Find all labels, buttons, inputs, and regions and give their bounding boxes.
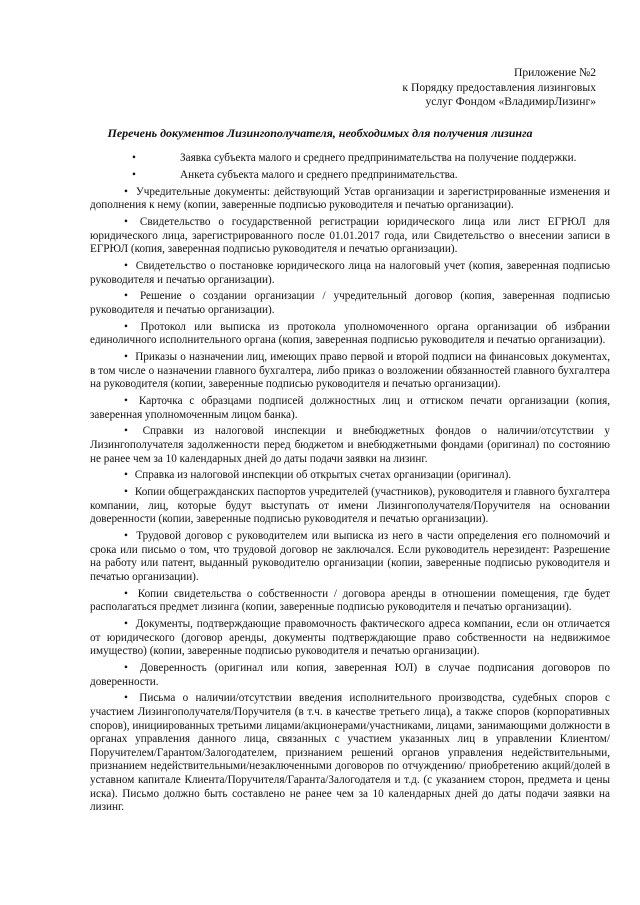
bullet-icon: • [132, 168, 136, 181]
list-item: • Учредительные документы: действующий Устав организации и зарегистрированные изменения и дополнения к нему (копии, заверенные подписью руководителя и печатью организации). [90, 185, 610, 212]
bullet-icon: • [124, 320, 128, 333]
bullet-icon: • [124, 425, 128, 438]
documents-list [90, 152, 610, 818]
bullet-icon: • [124, 530, 128, 543]
bullet-icon: • [124, 290, 128, 303]
bullet-icon: • [124, 395, 128, 407]
list-item: • Доверенность (оригинал или копия, заверенная ЮЛ) в случае подписания договоров по доверенности. [90, 662, 610, 688]
list-item: • Копии общегражданских паспортов учредителей (участников), руководителя и главного бухгалтера компании, лиц, которые будут выступать от имени Лизингополучателя/Поручителя на основании доверенности (копии, заверенные подписью руководителя и печатью организации). [90, 486, 611, 526]
bullet-icon: • [124, 351, 128, 364]
bullet-icon: • [124, 662, 128, 674]
bullet-icon: • [124, 618, 128, 631]
list-item: • Трудовой договор с руководителем или выписка из него в части определения его полномочий и срока или письмо о том, что трудовой договор не заключался. Если руководитель нерезидент: Разрешение на работу или патент, выданный руководителю организации (копии, заверенные подписью руководителя и печатью организации). [90, 530, 610, 583]
appendix-reference: к Порядку предоставления лизинговых [402, 80, 596, 94]
bullet-icon: • [124, 486, 128, 499]
list-item: • Протокол или выписка из протокола уполномоченного органа организации об избрании единоличного исполнительного органа (копия, заверенная подписью руководителя и печатью организации). [90, 320, 611, 347]
list-item: • Письма о наличии/отсутствии введения исполнительного производства, судебных споров с участием Лизингополучателя/Поручителя (в т.ч. в качестве третьего лица), а также споров (корпоративных споров), инициированных третьими лицами/акционерами/участниками, лицами, занимающими должности в органах управления данного лица, связанных с участием указанных лиц в управлении Клиентом/Поручителем/Гарантом/Залогодателем, признанием решений органов управления недействительными, признанием недействительными/незаключенными договоров по отчуждению/ приобретению акций/долей в уставном капитале Клиента/Поручителя/Гаранта/Залогодателя и т.д. (с указанием сторон, предмета и цены иска). Письмо должно быть составлено не ранее чем за 10 календарных дней до даты подачи заявки на лизинг. [90, 692, 610, 814]
list-item: • Карточка с образцами подписей должностных лиц и оттиском печати организации (копия, заверенная уполномоченным лицом банка). [90, 395, 611, 421]
list-item: • Заявка субъекта малого и среднего предпринимательства на получение поддержки. [132, 152, 577, 164]
list-item: • Решение о создании организации / учредительный договор (копия, заверенная подписью руководителя и печатью организации). [90, 290, 610, 316]
appendix-header [402, 66, 596, 110]
bullet-icon: • [124, 469, 128, 482]
bullet-icon: • [124, 215, 128, 228]
list-item: • Анкета субъекта малого и среднего предпринимательства. [132, 168, 458, 181]
list-item: • Справка из налоговой инспекции об открытых счетах организации (оригинал). [124, 469, 512, 482]
list-item: • Документы, подтверждающие правомочность фактического адреса компании, если он отличается от юридического (договор аренды, документы подтверждающие право собственности на недвижимое имущество) (копии, заверенные подписью руководителя и печатью организации). [90, 618, 611, 658]
bullet-icon: • [124, 185, 128, 198]
list-item: • Свидетельство о постановке юридического лица на налоговый учет (копия, заверенная подписью руководителя и печатью организации). [90, 259, 610, 286]
appendix-number: Приложение №2 [514, 66, 596, 79]
document-title: Перечень документов Лизингополучателя, необходимых для получения лизинга [107, 126, 533, 140]
bullet-icon: • [124, 587, 128, 600]
list-item: • Приказы о назначении лиц, имеющих право первой и второй подписи на финансовых документах, в том числе о назначении главного бухгалтера, либо приказ о возложении обязанностей главного бухгалтера на руководителя (копии, заверенные подписью руководителя и печатью организации). [90, 351, 610, 391]
appendix-reference-fund: услуг Фондом «ВладимирЛизинг» [425, 95, 596, 108]
list-item: • Справки из налоговой инспекции и внебюджетных фондов о наличии/отсутствии у Лизингополучателя задолженности перед бюджетом и внебюджетными фондами (оригинал) по состоянию не ранее чем за 10 календарных дней до даты подачи заявки на лизинг. [90, 425, 611, 465]
bullet-icon: • [124, 259, 128, 272]
list-item: • Свидетельство о государственной регистрации юридического лица или лист ЕГРЮЛ для юридического лица, зарегистрированного после 01.01.2017 года, или Свидетельство о внесении записи в ЕГРЮЛ (копия, заверенная подписью руководителя и печатью организации). [90, 215, 611, 256]
bullet-icon: • [124, 692, 128, 705]
bullet-icon: • [132, 152, 136, 164]
list-item: • Копии свидетельства о собственности / договора аренды в отношении помещения, где будет располагаться предмет лизинга (копии, заверенные подписью руководителя и печатью организации). [90, 587, 610, 614]
